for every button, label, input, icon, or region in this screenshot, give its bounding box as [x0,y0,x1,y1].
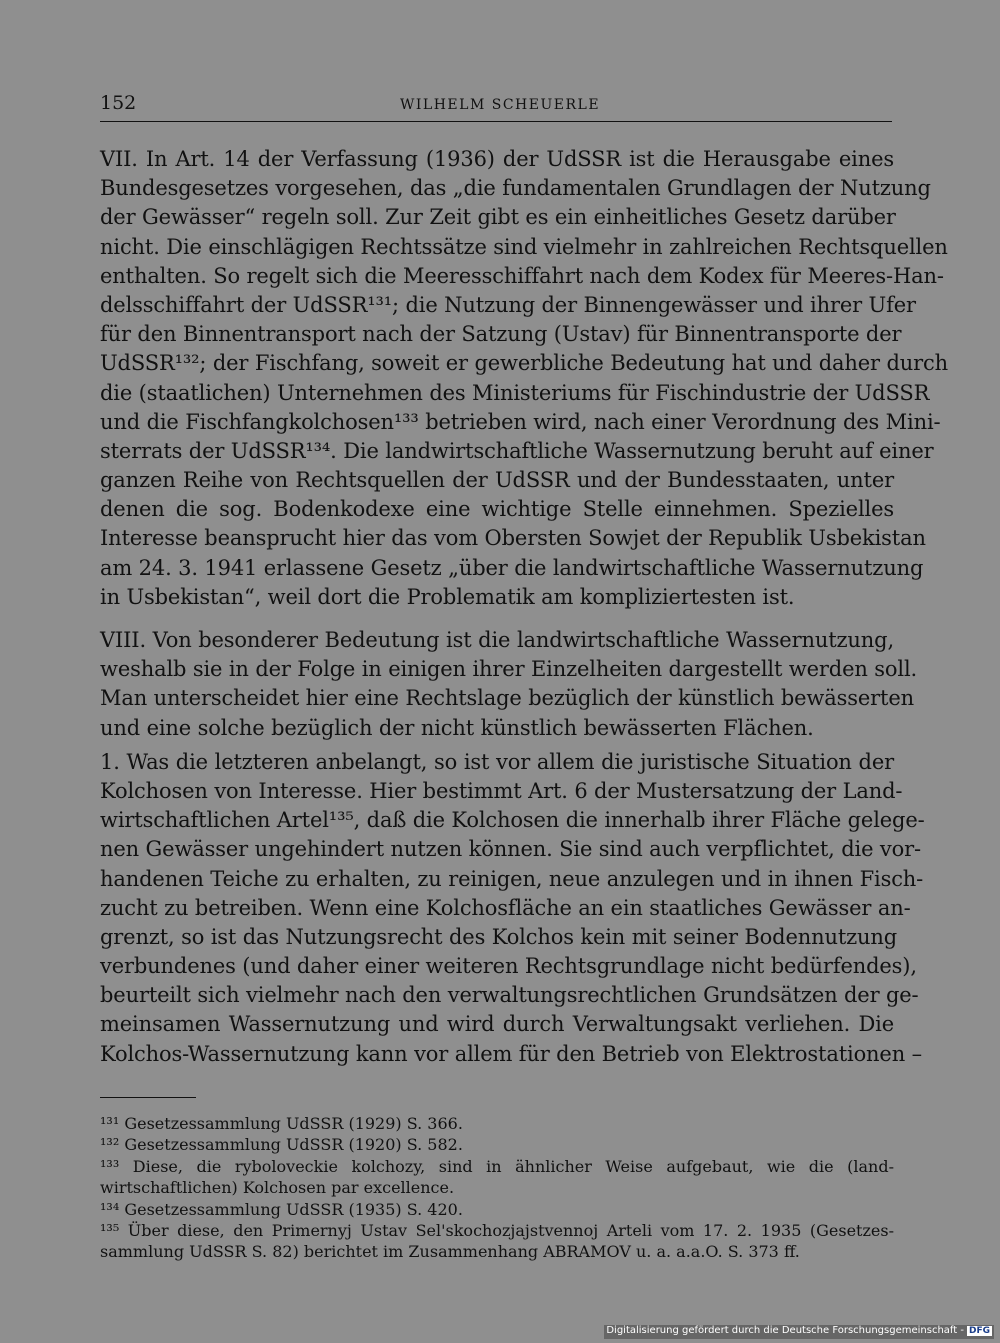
paragraph [100,145,948,612]
footnotes [100,1113,894,1263]
text-line: zucht zu betreiben. Wenn eine Kolchosfläche an ein staatliches Gewässer an- [100,895,911,920]
text-line: und eine solche bezüglich der nicht künstlich bewässerten Flächen. [100,715,814,740]
text-line: grenzt, so ist das Nutzungsrecht des Kolchos kein mit seiner Bodennutzung [100,924,898,949]
footnote [100,1199,894,1220]
footnote-line: ¹³³ Diese, die ryboloveckie kolchozy, sind in ähnlicher Weise aufgebaut, wie die (land- [100,1156,894,1176]
text-line: Kolchos-Wassernutzung kann vor allem für den Betrieb von Elektrostationen – [100,1041,922,1066]
footnote-line: ¹³¹ Gesetzessammlung UdSSR (1929) S. 366. [100,1114,463,1133]
funding-footer [604,1325,994,1339]
footnote [100,1220,894,1263]
text-line: VII. In Art. 14 der Verfassung (1936) der UdSSR ist die Herausgabe eines [100,147,894,171]
body-text [100,145,948,1069]
footnote-line: ¹³² Gesetzessammlung UdSSR (1920) S. 582. [100,1135,463,1155]
footnote [100,1156,894,1199]
text-line: wirtschaftlichen Artel¹³⁵, daß die Kolchosen die innerhalb ihrer Fläche gelege- [100,808,925,833]
text-line: Interesse beansprucht hier das vom Obersten Sowjet der Republik Usbekistan [100,526,926,551]
text-line: Kolchosen von Interesse. Hier bestimmt Art. 6 der Mustersatzung der Land- [100,778,903,803]
text-line: nen Gewässer ungehindert nutzen können. Sie sind auch verpflichtet, die vor- [100,837,921,862]
footnote-rule [100,1097,196,1098]
running-head: WILHELM SCHEUERLE [400,97,601,113]
funding-text: Digitalisierung gefördert durch die Deutsche Forschungsgemeinschaft - [606,1325,964,1336]
text-line: 1. Was die letzteren anbelangt, so ist vor allem die juristische Situation der [100,749,894,774]
text-line: Bundesgesetzes vorgesehen, das „die fundamentalen Grundlagen der Nutzung [100,176,931,201]
footnote-line: ¹³⁴ Gesetzessammlung UdSSR (1935) S. 420. [100,1199,463,1219]
text-line: enthalten. So regelt sich die Meeresschiffahrt nach dem Kodex für Meeres-Han- [100,263,944,288]
dfg-logo: DFG [968,1326,990,1336]
page-number: 152 [100,92,137,114]
text-line: ganzen Reihe von Rechtsquellen der UdSSR und der Bundesstaaten, unter [100,468,894,493]
footnote-line: ¹³⁵ Über diese, den Primernyj Ustav Sel'skochozjajstvennoj Arteli vom 17. 2. 1935 (Gesetzes- [100,1220,894,1240]
text-line: Man unterscheidet hier eine Rechtslage bezüglich der künstlich bewässerten [100,686,914,711]
text-line: VIII. Von besonderer Bedeutung ist die landwirtschaftliche Wassernutzung, [100,628,894,652]
text-line: der Gewässer“ regeln soll. Zur Zeit gibt es ein einheitliches Gesetz darüber [100,205,896,230]
text-line: sterrats der UdSSR¹³⁴. Die landwirtschaftliche Wassernutzung beruht auf einer [100,438,934,463]
paragraph [100,748,925,1069]
text-line: meinsamen Wassernutzung und wird durch Verwaltungsakt verliehen. Die [100,1012,894,1037]
footnote-line: sammlung UdSSR S. 82) berichtet im Zusammenhang ABRAMOV u. a. a.a.O. S. 373 ff. [100,1242,800,1262]
text-line: beurteilt sich vielmehr nach den verwaltungsrechtlichen Grundsätzen der ge- [100,983,919,1008]
header-rule [100,121,892,122]
text-line: denen die sog. Bodenkodexe eine wichtige Stelle einnehmen. Spezielles [100,497,894,522]
text-line: UdSSR¹³²; der Fischfang, soweit er gewerbliche Bedeutung hat und daher durch [100,351,948,376]
text-line: und die Fischfangkolchosen¹³³ betrieben wird, nach einer Verordnung des Mini- [100,409,941,434]
text-line: delsschiffahrt der UdSSR¹³¹; die Nutzung der Binnengewässer und ihrer Ufer [100,292,916,317]
paragraph [100,626,918,743]
text-line: am 24. 3. 1941 erlassene Gesetz „über die landwirtschaftliche Wassernutzung [100,555,924,580]
text-line: nicht. Die einschlägigen Rechtssätze sind vielmehr in zahlreichen Rechtsquellen [100,234,948,259]
footnote-line: wirtschaftlichen) Kolchosen par excellence. [100,1178,455,1198]
text-line: in Usbekistan“, weil dort die Problematik am kompliziertesten ist. [100,584,795,609]
text-line: handenen Teiche zu erhalten, zu reinigen, neue anzulegen und in ihnen Fisch- [100,866,924,891]
text-line: für den Binnentransport nach der Satzung (Ustav) für Binnentransporte der [100,322,902,347]
page-header [100,92,892,118]
text-line: verbundenes (und daher einer weiteren Rechtsgrundlage nicht bedürfendes), [100,954,917,979]
footnote [100,1134,894,1155]
text-line: weshalb sie in der Folge in einigen ihrer Einzelheiten dargestellt werden soll. [100,657,918,682]
text-line: die (staatlichen) Unternehmen des Ministeriums für Fischindustrie der UdSSR [100,380,930,405]
footnote [100,1113,894,1134]
